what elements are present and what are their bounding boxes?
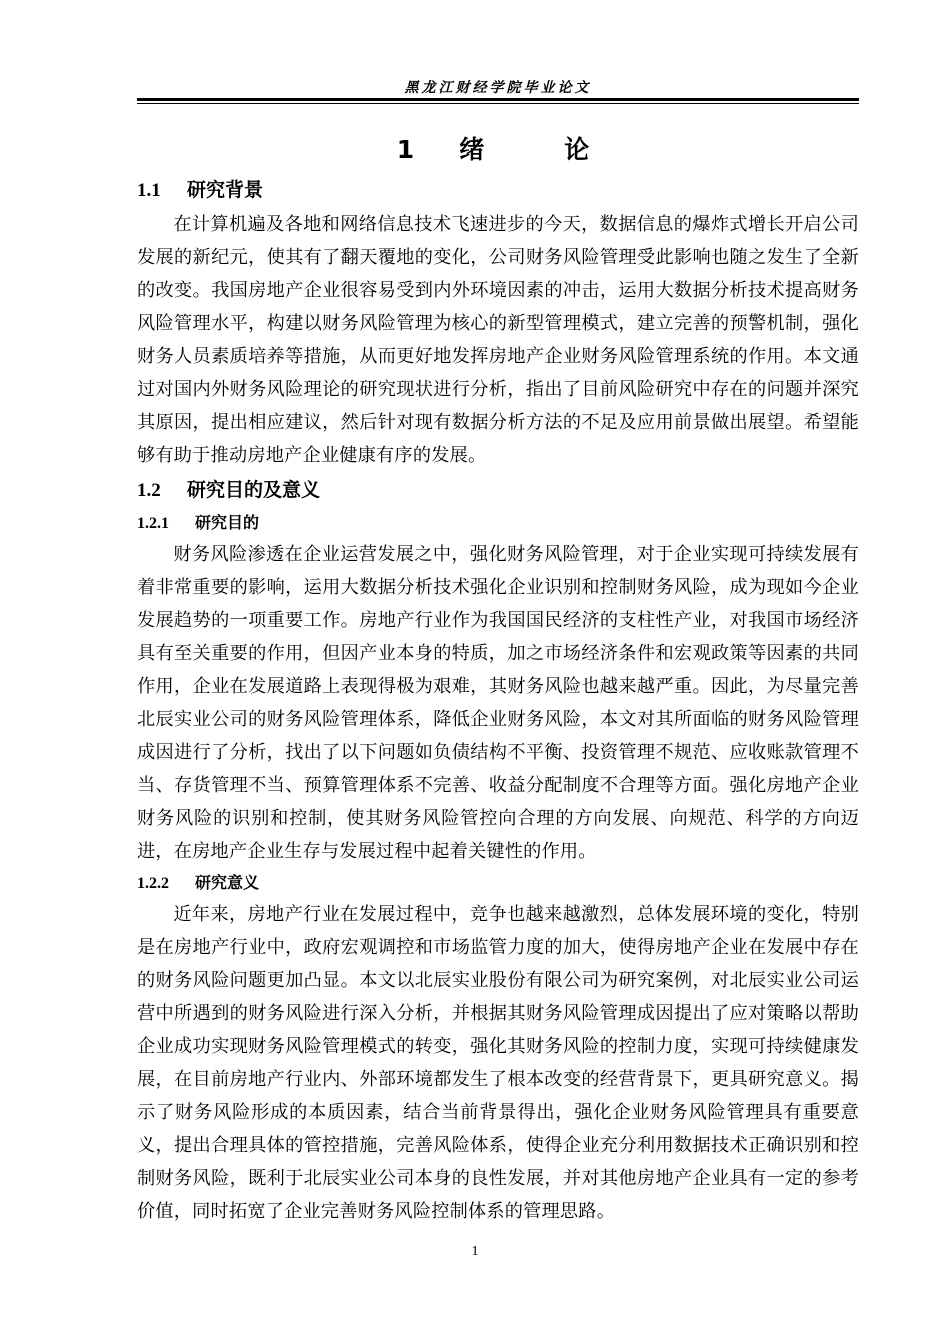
subsection-title: 研究意义 <box>195 873 260 892</box>
subsection-heading-purpose <box>137 508 859 538</box>
section-number: 1.1 <box>137 180 161 201</box>
header-rule-thin <box>137 103 859 104</box>
section-heading-background <box>137 172 859 208</box>
section-title: 研究背景 <box>187 179 264 201</box>
page-content <box>137 128 859 1228</box>
running-header: 黑龙江财经学院毕业论文 <box>404 80 592 96</box>
paragraph-purpose: 财务风险渗透在企业运营发展之中，强化财务风险管理，对于企业实现可持续发展有着非常重要的影响，运用大数据分析技术强化企业识别和控制财务风险，成为现如今企业发展趋势的一项重要工作。房地产行业作为我国国民经济的支柱性产业，对我国市场经济具有至关重要的作用，但因产业本身的特质，加之市场经济条件和宏观政策等因素的共同作用，企业在发展道路上表现得极为艰难，其财务风险也越来越严重。因此，为尽量完善北辰实业公司的财务风险管理体系，降低企业财务风险，本文对其所面临的财务风险管理成因进行了分析，找出了以下问题如负债结构不平衡、投资管理不规范、应收账款管理不当、存货管理不当、预算管理体系不完善、收益分配制度不合理等方面。强化房地产企业财务风险的识别和控制，使其财务风险管控向合理的方向发展、向规范、科学的方向迈进，在房地产企业生存与发展过程中起着关键性的作用。 <box>137 544 859 862</box>
subsection-number: 1.2.1 <box>137 515 169 532</box>
subsection-heading-significance <box>137 868 859 898</box>
subsection-number: 1.2.2 <box>137 875 169 892</box>
paragraph-background: 在计算机遍及各地和网络信息技术飞速进步的今天，数据信息的爆炸式增长开启公司发展的新纪元，使其有了翻天覆地的变化，公司财务风险管理受此影响也随之发生了全新的改变。我国房地产企业很容易受到内外环境因素的冲击，运用大数据分析技术提高财务风险管理水平，构建以财务风险管理为核心的新型管理模式，建立完善的预警机制，强化财务人员素质培养等措施，从而更好地发挥房地产企业财务风险管理系统的作用。本文通过对国内外财务风险理论的研究现状进行分析，指出了目前风险研究中存在的问题并深究其原因，提出相应建议，然后针对现有数据分析方法的不足及应用前景做出展望。希望能够有助于推动房地产企业健康有序的发展。 <box>137 214 859 466</box>
section-number: 1.2 <box>137 480 161 501</box>
chapter-title: 1 绪 论 <box>396 135 600 164</box>
subsection-title: 研究目的 <box>195 513 260 532</box>
header-rule-thick <box>137 98 859 101</box>
page-number: 1 <box>471 1244 479 1259</box>
section-title: 研究目的及意义 <box>187 479 321 501</box>
section-heading-purpose-significance <box>137 472 859 508</box>
paragraph-significance: 近年来，房地产行业在发展过程中，竞争也越来越激烈，总体发展环境的变化，特别是在房地产行业中，政府宏观调控和市场监管力度的加大，使得房地产企业在发展中存在的财务风险问题更加凸显。本文以北辰实业股份有限公司为研究案例，对北辰实业公司运营中所遇到的财务风险进行深入分析，并根据其财务风险管理成因提出了应对策略以帮助企业成功实现财务风险管理模式的转变，强化其财务风险的控制力度，实现可持续健康发展，在目前房地产行业内、外部环境都发生了根本改变的经营背景下，更具研究意义。揭示了财务风险形成的本质因素，结合当前背景得出，强化企业财务风险管理具有重要意义，提出合理具体的管控措施，完善风险体系，使得企业充分利用数据技术正确识别和控制财务风险，既利于北辰实业公司本身的良性发展，并对其他房地产企业具有一定的参考价值，同时拓宽了企业完善财务风险控制体系的管理思路。 <box>137 904 859 1222</box>
